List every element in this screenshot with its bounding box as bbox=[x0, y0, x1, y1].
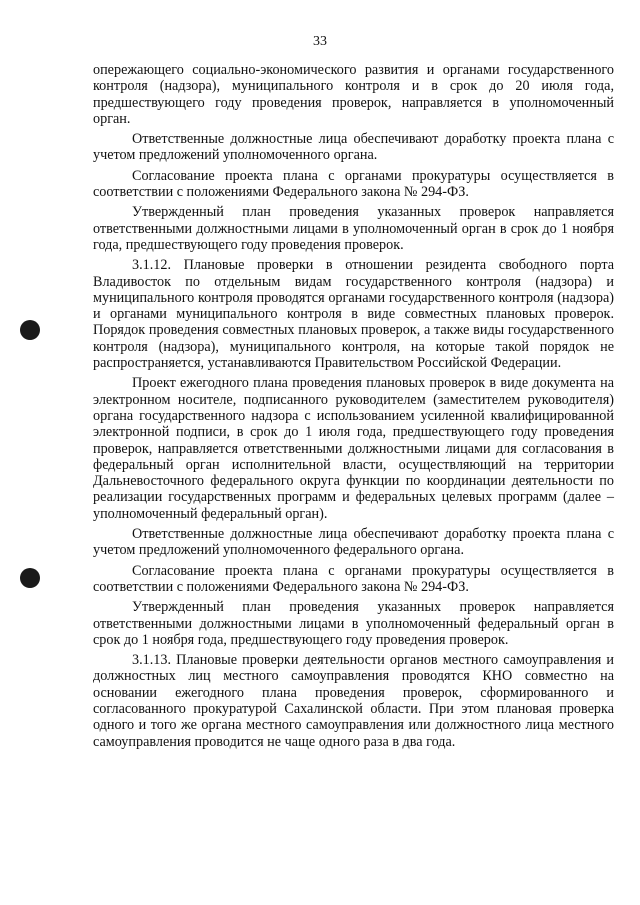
paragraph: Проект ежегодного плана проведения плановых проверок в виде документа на электронном носителе, подписанного руководителем (заместителем руководителя) органа государственного надзора с использованием усиленной квалифицированной электронной подписи, в срок до 1 июля года, предшествующего году проведения проверок, направляется ответственными должностными лицами для согласования в федеральный орган исполнительной власти, осуществляющий на территории Дальневосточного федерального округа функции по координации деятельности по реализации государственных программ и федеральных целевых программ (далее – уполномоченный федеральный орган). bbox=[93, 375, 614, 522]
document-body bbox=[93, 62, 614, 750]
paragraph: Согласование проекта плана с органами прокуратуры осуществляется в соответствии с положениями Федерального закона № 294-ФЗ. bbox=[93, 167, 614, 201]
paragraph: Ответственные должностные лица обеспечивают доработку проекта плана с учетом предложений уполномоченного федерального органа. bbox=[93, 526, 614, 559]
paragraph: Ответственные должностные лица обеспечивают доработку проекта плана с учетом предложений уполномоченного органа. bbox=[93, 131, 614, 164]
punch-hole-mark bbox=[20, 568, 40, 588]
paragraph: Утвержденный план проведения указанных проверок направляется ответственными должностными лицами в уполномоченный орган в срок до 1 ноября года, предшествующего году проведения проверок. bbox=[93, 204, 614, 253]
section-3-1-12: 3.1.12. Плановые проверки в отношении резидента свободного порта Владивосток по отдельным видам государственного контроля (надзора) и муниципального контроля проводятся органами государственного контроля (надзора) и органами муниципального контроля в виде совместных плановых проверок. Порядок проведения совместных плановых проверок, а также виды государственного контроля (надзора), муниципального контроля, на которые такой порядок не распространяется, устанавливаются Правительством Российской Федерации. bbox=[93, 257, 614, 372]
page-number: 33 bbox=[313, 34, 327, 49]
punch-hole-mark bbox=[20, 320, 40, 340]
paragraph: Согласование проекта плана с органами прокуратуры осуществляется в соответствии с положениями Федерального закона № 294-ФЗ. bbox=[93, 562, 614, 595]
section-3-1-13: 3.1.13. Плановые проверки деятельности органов местного самоуправления и должностных лиц местного самоуправления проводятся КНО совместно на основании ежегодного плана проведения проверок, сформированного и согласованного прокуратурой Сахалинской области. При этом плановая проверка одного и того же органа местного самоуправления или должностного лица местного самоуправления проводится не чаще одного раза в два года. bbox=[93, 652, 614, 750]
paragraph-continuation: опережающего социально-экономического развития и органами государственного контроля (надзора), муниципального контроля и в срок до 20 июля года, предшествующего году проведения проверок, направляется в уполномоченный орган. bbox=[93, 62, 614, 127]
paragraph: Утвержденный план проведения указанных проверок направляется ответственными должностными лицами в уполномоченный федеральный орган в срок до 1 ноября года, предшествующего году проведения проверок. bbox=[93, 599, 614, 648]
